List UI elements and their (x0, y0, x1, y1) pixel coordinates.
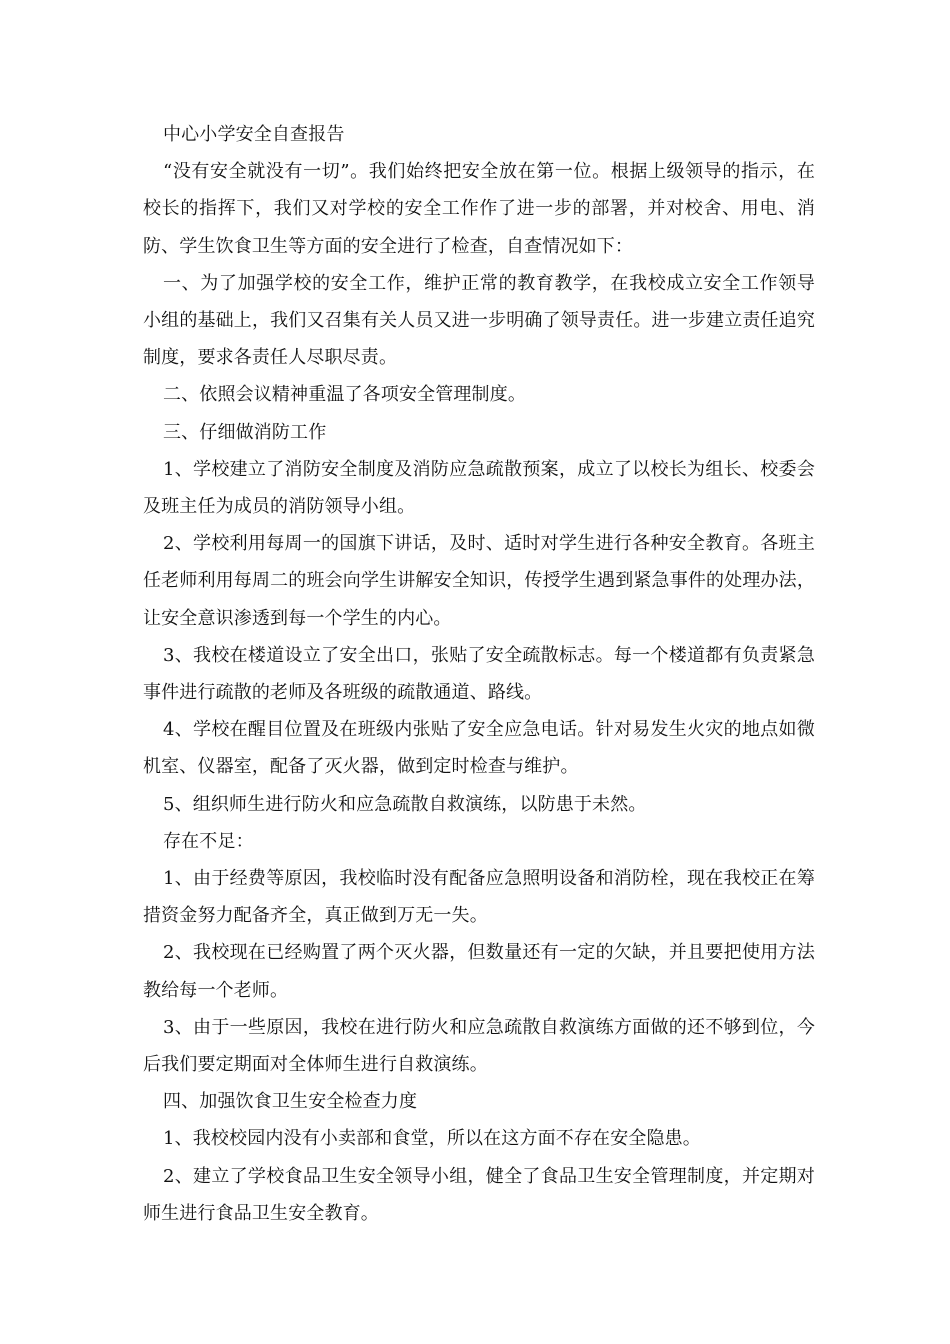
document-body (143, 116, 815, 1232)
paragraph-fire-item-5: 5、组织师生进行防火和应急疏散自救演练，以防患于未然。 (163, 793, 647, 815)
document-title: 中心小学安全自查报告 (163, 124, 345, 145)
paragraph-section-2: 二、依照会议精神重温了各项安全管理制度。 (163, 384, 526, 406)
paragraph-fire-item-4: 4、学校在醒目位置及在班级内张贴了安全应急电话。针对易发生火灾的地点如微机室、仪器室，配备了灭火器，做到定时检查与维护。 (143, 719, 815, 778)
paragraph-shortcoming-3: 3、由于一些原因，我校在进行防火和应急疏散自救演练方面做的还不够到位，今后我们要定期面对全体师生进行自救演练。 (143, 1016, 815, 1076)
section-heading-fire: 三、仔细做消防工作 (163, 421, 327, 443)
section-heading-food: 四、加强饮食卫生安全检查力度 (163, 1091, 418, 1113)
paragraph-shortcoming-2: 2、我校现在已经购置了两个灭火器，但数量还有一定的欠缺，并且要把使用方法教给每一个老师。 (143, 942, 815, 1001)
paragraph-food-item-1: 1、我校校园内没有小卖部和食堂，所以在这方面不存在安全隐患。 (163, 1128, 701, 1150)
paragraph-section-1: 一、为了加强学校的安全工作，维护正常的教育教学，在我校成立安全工作领导小组的基础上，我们又召集有关人员又进一步明确了领导责任。进一步建立责任追究制度，要求各责任人尽职尽责。 (143, 272, 815, 369)
paragraph-food-item-2: 2、建立了学校食品卫生安全领导小组，健全了食品卫生安全管理制度，并定期对师生进行食品卫生安全教育。 (143, 1165, 815, 1224)
paragraph-fire-item-3: 3、我校在楼道设立了安全出口，张贴了安全疏散标志。每一个楼道都有负责紧急事件进行疏散的老师及各班级的疏散通道、路线。 (143, 644, 815, 704)
paragraph-fire-item-1: 1、学校建立了消防安全制度及消防应急疏散预案，成立了以校长为组长、校委会及班主任为成员的消防领导小组。 (143, 458, 815, 518)
paragraph-intro: “没有安全就没有一切”。我们始终把安全放在第一位。根据上级领导的指示，在校长的指挥下，我们又对学校的安全工作作了进一步的部署，并对校舍、用电、消防、学生饮食卫生等方面的安全进行了检查，自查情况如下： (143, 161, 815, 257)
paragraph-fire-item-2: 2、学校利用每周一的国旗下讲话，及时、适时对学生进行各种安全教育。各班主任老师利用每周二的班会向学生讲解安全知识，传授学生遇到紧急事件的处理办法，让安全意识渗透到每一个学生的内心。 (143, 533, 815, 629)
section-heading-shortcomings: 存在不足： (163, 830, 254, 852)
paragraph-shortcoming-1: 1、由于经费等原因，我校临时没有配备应急照明设备和消防栓，现在我校正在筹措资金努力配备齐全，真正做到万无一失。 (143, 868, 815, 927)
